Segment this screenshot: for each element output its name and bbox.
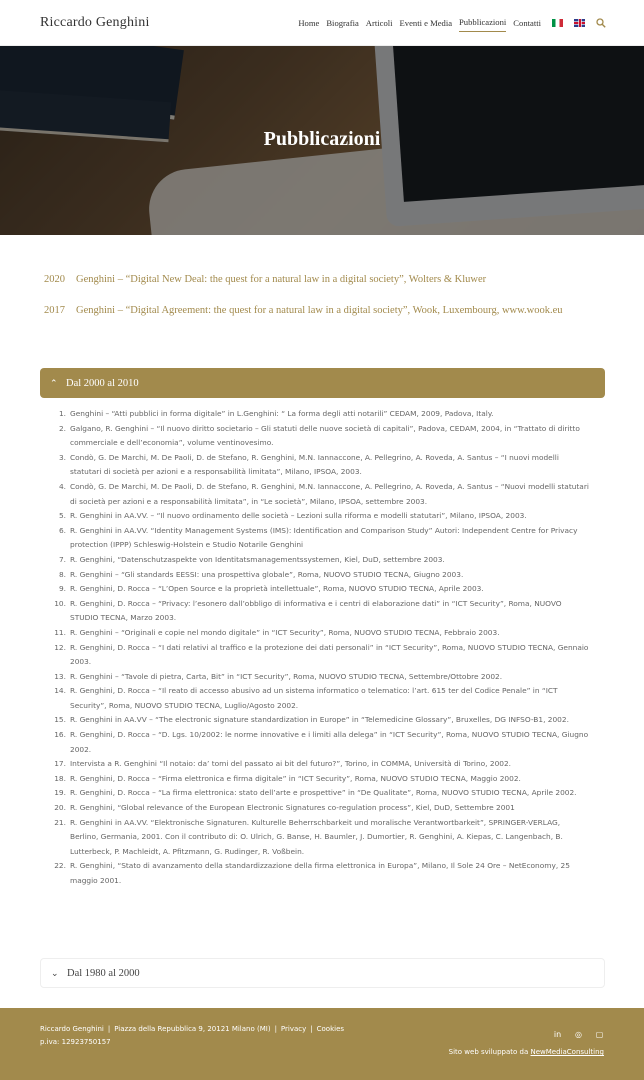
list-item — [40, 684, 590, 713]
list-item-number: 8. — [58, 569, 66, 579]
publication-link[interactable]: Genghini – “Digital New Deal: the quest for a natural law in a digital society”, Wolters & Kluwer — [76, 274, 487, 285]
publication-year: 2020 — [44, 274, 65, 285]
list-item-number: 13. — [54, 671, 66, 681]
accordion-2000-2010-toggle[interactable] — [40, 368, 605, 398]
list-item — [40, 670, 590, 685]
list-item — [40, 801, 590, 816]
list-item-number: 18. — [54, 773, 66, 783]
list-item-number: 20. — [54, 803, 66, 813]
nav-articoli[interactable]: Articoli — [365, 17, 393, 28]
nav-home[interactable]: Home — [298, 17, 320, 28]
list-item-number: 19. — [54, 788, 66, 798]
nav-biografia[interactable]: Biografia — [326, 17, 359, 28]
publication-text: R. Genghini, “Global relevance of the European Electronic Signatures co-regulation process”, Kiel, DuD, Settembre 2001 — [70, 803, 515, 813]
list-item — [40, 816, 590, 860]
publication-text: Genghini – “Atti pubblici in forma digitale” in L.Genghini: “ La forma degli atti notarili” CEDAM, 2009, Padova, Italy. — [70, 409, 494, 418]
site-header — [0, 0, 644, 46]
publication-text: R. Genghini – “Tavole di pietra, Carta, Bit” in “ICT Security”, Roma, NUOVO STUDIO TECNA, Settembre/Ottobre 2002. — [70, 671, 503, 681]
flag-en-icon[interactable] — [574, 19, 585, 27]
list-item — [40, 641, 590, 670]
publication-text: R. Genghini, “Datenschutzaspekte von Identitatsmanagementssystemen, Kiel, DuD, settembre 2003. — [70, 554, 445, 564]
publication-link[interactable]: Genghini – “Digital Agreement: the quest for a natural law in a digital society”, Wook, Luxembourg, www.wook.eu — [76, 305, 563, 316]
footer-info: Riccardo Genghini | Piazza della Repubblica 9, 20121 Milano (MI) | Privacy | Cookies p.iva: 12923750157 — [40, 1023, 344, 1049]
publication-text: R. Genghini, D. Rocca – “La firma elettronica: stato dell’arte e prospettive” in “De Qualitate”, Roma, NUOVO STUDIO TECNA, Aprile 2002. — [70, 788, 577, 798]
list-item-number: 11. — [54, 627, 66, 637]
instagram-icon[interactable]: ▢ — [595, 1030, 604, 1039]
list-item-number: 2. — [58, 423, 66, 433]
list-item — [40, 786, 590, 801]
list-item-number: 22. — [54, 861, 66, 871]
list-item — [40, 568, 590, 583]
publication-text: R. Genghini in AA.VV – “The electronic signature standardization in Europe” in “Telemedicine Glossary”, Bruxelles, DG INFSO-B1, 2002. — [70, 715, 569, 725]
list-item-number: 17. — [54, 759, 66, 769]
publication-text: R. Genghini – “Originali e copie nel mondo digitale” in “ICT Security”, Roma, NUOVO STUDIO TECNA, Febbraio 2003. — [70, 627, 500, 637]
list-item — [40, 509, 590, 524]
publication-text: R. Genghini in AA.VV. “Identity Management Systems (IMS): Identification and Comparison Study” Autori: Independent Centre for Privacy protection (IPPP) Schleswig-Holstein e Studio Notarile Genghini — [70, 525, 578, 550]
list-item — [40, 713, 590, 728]
list-item-number: 1. — [58, 409, 66, 418]
social-links — [553, 1030, 604, 1039]
publication-text: R. Genghini, D. Rocca – “I dati relativi al traffico e la protezione dei dati personali” in “ICT Security”, Roma, NUOVO STUDIO TECNA, Gennaio 2003. — [70, 642, 589, 667]
list-item — [40, 407, 590, 422]
list-item — [40, 480, 590, 509]
list-item — [40, 597, 590, 626]
publication-text: R. Genghini – “Gli standards EESSI: una prospettiva globale”, Roma, NUOVO STUDIO TECNA, Giugno 2003. — [70, 569, 464, 579]
footer-credit — [449, 1048, 604, 1056]
publication-text: R. Genghini, D. Rocca – “D. Lgs. 10/2002: le norme innovative e i limiti alla delega” in “ICT Security”, Roma, NUOVO STUDIO TECNA, Giugno 2002. — [70, 730, 589, 754]
cookies-link[interactable]: Cookies — [316, 1025, 345, 1033]
footer-brand: Riccardo Genghini — [40, 1025, 104, 1033]
publication-text: R. Genghini, D. Rocca – “Il reato di accesso abusivo ad un sistema informatico o telematico: l’art. 615 ter del Codice Penale” in “ICT Security”, Roma, NUOVO STUDIO TECNA, Luglio/Agosto 2002. — [70, 686, 558, 710]
list-item — [40, 582, 590, 597]
publication-text: R. Genghini, “Stato di avanzamento della standardizzazione della firma elettronica in Europa”, Milano, Il Sole 24 Ore – NetEconomy, 25 maggio 2001. — [70, 861, 570, 885]
publication-text: Intervista a R. Genghini “Il notaio: da’ tomi del passato ai bit del futuro?”, Torino, in COMMA, Università di Torino, 2002. — [70, 759, 512, 769]
publication-text: Condò, G. De Marchi, M. De Paoli, D. de Stefano, R. Genghini, M.N. Iannaccone, A. Pellegrino, A. Roveda, A. Santus – “I nuovi modelli statutari di società per azioni e a responsabilità limitata”, Milano, IPSOA, 2003. — [70, 452, 559, 477]
linkedin-icon[interactable]: in — [553, 1030, 562, 1039]
accordion-1980-2000-toggle[interactable] — [40, 958, 605, 988]
site-brand[interactable]: Riccardo Genghini — [40, 15, 150, 30]
list-item-number: 6. — [58, 525, 66, 535]
publication-text: Condò, G. De Marchi, M. De Paoli, D. de Stefano, R. Genghini, M.N. Iannaccone, A. Pellegrino, A. Roveda, A. Santus – “Nuovi modelli statutari di società per azioni e a responsabilità limitata”, in “Le società”, Milano, IPSOA, settembre 2003. — [70, 481, 589, 506]
list-item-number: 7. — [58, 554, 66, 564]
credit-prefix: Sito web sviluppato da — [448, 1048, 529, 1056]
search-icon[interactable] — [596, 18, 606, 28]
chevron-up-icon: ⌃ — [50, 377, 58, 388]
list-item-number: 14. — [54, 686, 66, 696]
publication-year: 2017 — [44, 305, 65, 316]
accordion-title: Dal 1980 al 2000 — [67, 967, 140, 979]
globe-icon[interactable]: ◎ — [575, 1030, 582, 1039]
list-item-number: 10. — [54, 598, 66, 608]
nav-pubblicazioni[interactable]: Pubblicazioni — [459, 17, 506, 32]
credit-link[interactable]: NewMediaConsulting — [530, 1048, 604, 1056]
list-item-number: 9. — [58, 584, 66, 594]
publication-list — [40, 407, 590, 889]
flag-it-icon[interactable] — [552, 19, 563, 27]
list-item — [40, 626, 590, 641]
list-item-number: 16. — [54, 730, 66, 740]
list-item — [40, 451, 590, 480]
nav-contatti[interactable]: Contatti — [513, 17, 541, 28]
list-item-number: 15. — [54, 715, 66, 725]
footer-vat: p.iva: 12923750157 — [40, 1038, 111, 1046]
nav-eventi-media[interactable]: Eventi e Media — [399, 17, 453, 28]
footer-address: Piazza della Repubblica 9, 20121 Milano (MI) — [114, 1025, 271, 1033]
hero-banner — [0, 46, 644, 235]
list-item — [40, 553, 590, 568]
list-item — [40, 728, 590, 757]
chevron-down-icon: ⌄ — [51, 967, 59, 978]
list-item[interactable] — [44, 272, 604, 287]
recent-publications — [44, 272, 604, 334]
list-item-number: 12. — [54, 642, 66, 652]
list-item-number: 5. — [58, 511, 66, 521]
publication-text: R. Genghini in AA.VV. “Elektronische Signaturen. Kulturelle Beherrschbarkeit und moralische Verantwortbarkeit”, SPRINGER-VERLAG, Berlino, Germania, 2001. Con il contributo di: O. Ulrich, G. Banse, H. Baumler, J. Dumortier, R. Genghini, A. Kiepas, C. Langenbach, B. Lutterbeck, P. Machleidt, A. Pfitzmann, G. Rudinger, R. Voßbein. — [70, 817, 563, 856]
list-item — [40, 757, 590, 772]
list-item — [40, 524, 590, 553]
page-title: Pubblicazioni — [263, 128, 381, 150]
publication-text: R. Genghini, D. Rocca – “Privacy: l’esonero dall’obbligo di informativa e i centri di elaborazione dati” in “ICT Security”, Roma, NUOVO STUDIO TECNA, Marzo 2003. — [70, 598, 562, 623]
main-nav — [298, 17, 606, 32]
list-item — [40, 859, 590, 888]
accordion-title: Dal 2000 al 2010 — [66, 377, 139, 389]
publication-text: R. Genghini in AA.VV. – “Il nuovo ordinamento delle società – Lezioni sulla riforma e modelli statutari”, Milano, IPSOA, 2003. — [70, 511, 527, 521]
list-item-number: 21. — [54, 817, 66, 827]
list-item-number: 4. — [58, 481, 66, 491]
list-item — [40, 422, 590, 451]
list-item — [40, 772, 590, 787]
list-item-number: 3. — [58, 452, 66, 462]
publication-text: Galgano, R. Genghini – “Il nuovo diritto societario – Gli statuti delle nuove società di capitali”, Padova, CEDAM, 2004, in “Trattato di diritto commerciale e dell’economia”, volume ventinovesimo. — [70, 423, 580, 448]
site-footer — [0, 1008, 644, 1080]
publication-text: R. Genghini, D. Rocca – “Firma elettronica e firma digitale” in “ICT Security”, Roma, NUOVO STUDIO TECNA, Maggio 2002. — [70, 773, 521, 783]
publication-text: R. Genghini, D. Rocca – “L’Open Source e la proprietà intellettuale”, Roma, NUOVO STUDIO TECNA, Aprile 2003. — [70, 584, 484, 594]
list-item[interactable] — [44, 303, 604, 318]
privacy-link[interactable]: Privacy — [280, 1025, 307, 1033]
